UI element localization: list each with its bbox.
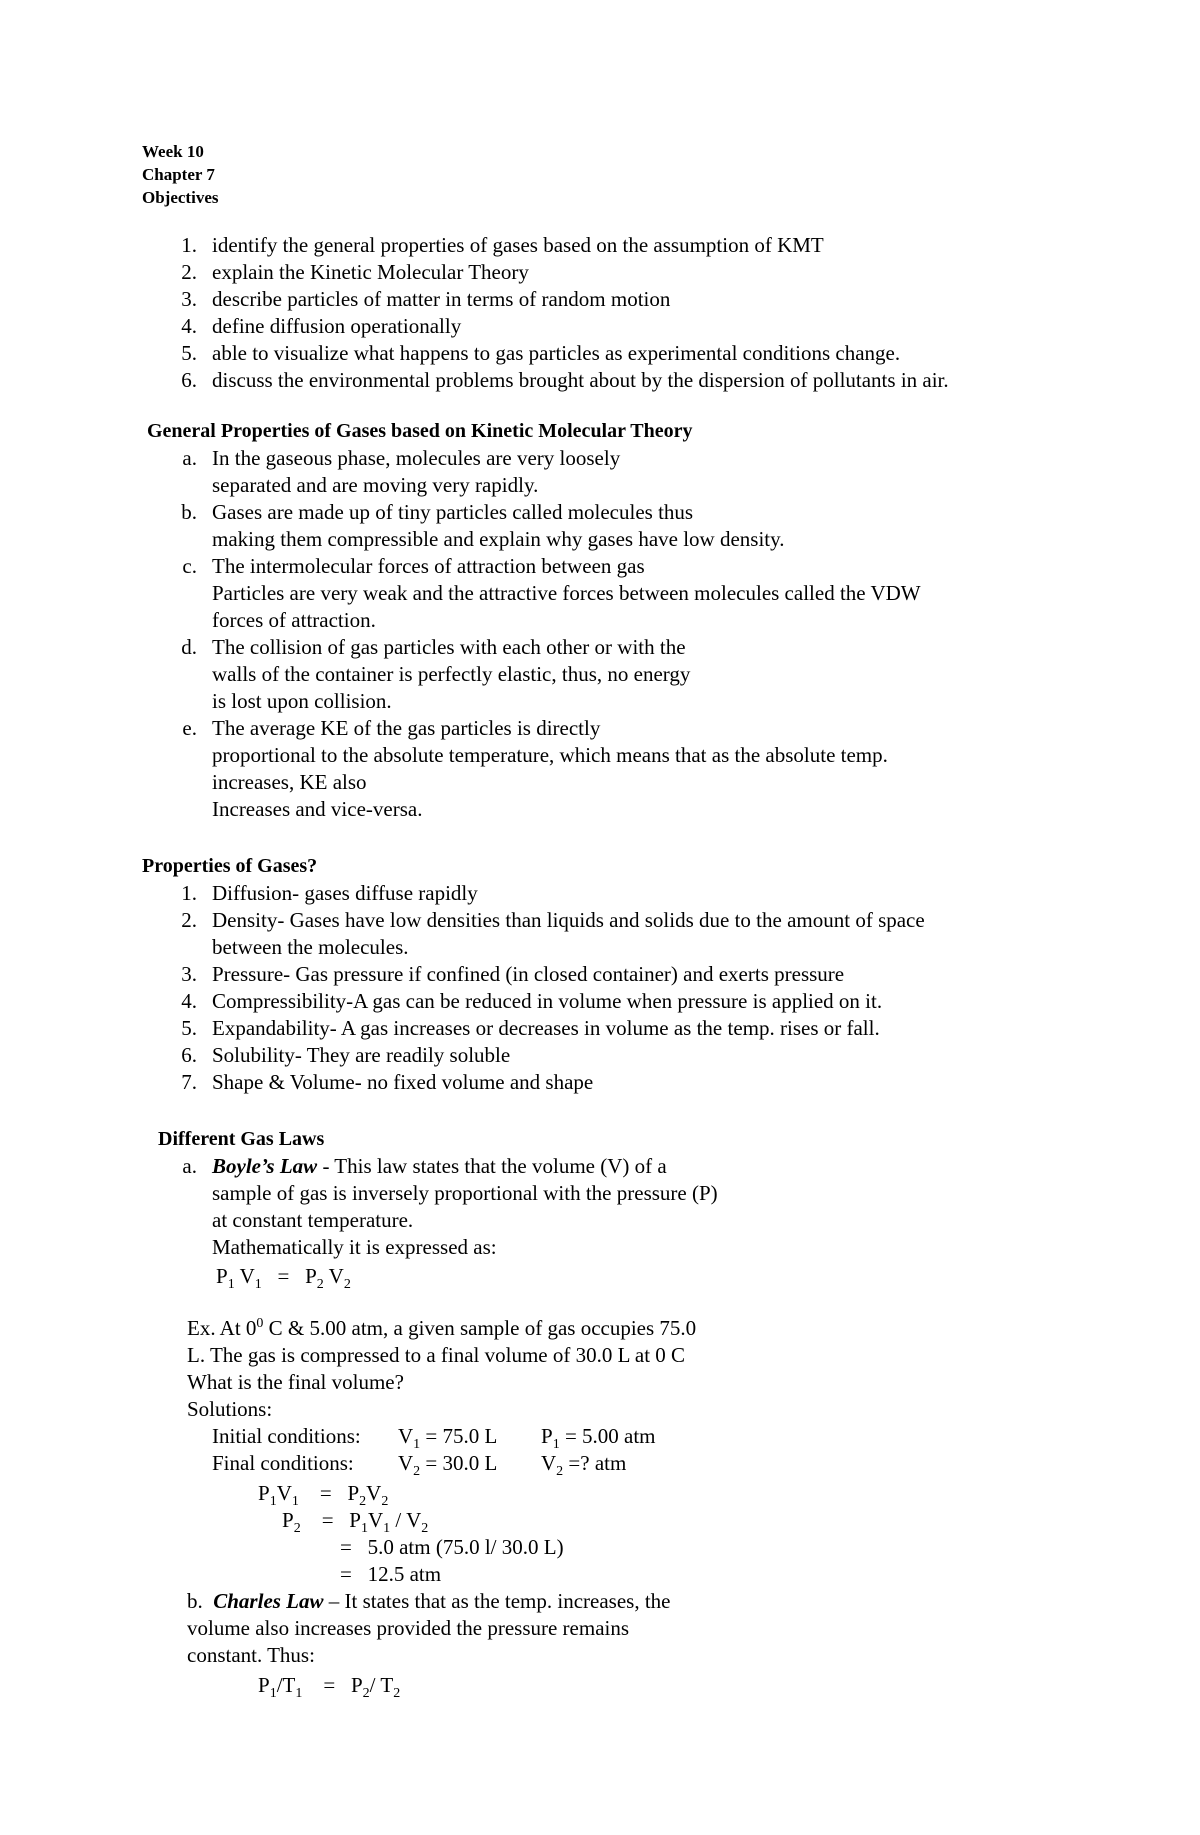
week-label: Week 10 [142, 142, 204, 161]
item-line: is lost upon collision. [212, 689, 392, 713]
item-number: 5. [181, 1016, 197, 1040]
example-line: What is the final volume? [187, 1370, 404, 1394]
example-line: L. The gas is compressed to a final volume of 30.0 L at 0 C [187, 1343, 686, 1367]
boyle-first-line [212, 1153, 667, 1180]
solution-step-3: = 5.0 atm (75.0 l/ 30.0 L) [340, 1535, 564, 1559]
item-number: 6. [181, 368, 197, 392]
item-line: at constant temperature. [212, 1208, 414, 1232]
item-line: Gases are made up of tiny particles called molecules thus [212, 500, 694, 524]
item-line: The intermolecular forces of attraction between gas [212, 554, 645, 578]
law-name: Boyle’s Law [212, 1154, 318, 1178]
item-text: describe particles of matter in terms of random motion [212, 287, 671, 311]
item-line: constant. Thus: [187, 1643, 315, 1667]
item-line: Pressure- Gas pressure if confined (in closed container) and exerts pressure [212, 962, 845, 986]
item-line: separated and are moving very rapidly. [212, 473, 539, 497]
final-pressure: $V_2$ =? atm [541, 1451, 627, 1480]
item-number: 4. [181, 314, 197, 338]
law-name: Charles Law [213, 1589, 324, 1613]
solutions-label: Solutions: [187, 1397, 273, 1421]
section-title-properties: Properties of Gases? [142, 855, 318, 877]
item-line: Density- Gases have low densities than liquids and solids due to the amount of space [212, 908, 925, 932]
item-line: The collision of gas particles with each other or with the [212, 635, 686, 659]
boyle-formula: $P_1$ $V_1$ = $P_2$ $V_2$ [216, 1264, 351, 1293]
item-number: 5. [181, 341, 197, 365]
example-line: Ex. At $0^0$ C & 5.00 atm, a given sample of gas occupies 75.0 [187, 1316, 697, 1340]
initial-volume: $V_1 = 75.0$ L [398, 1424, 498, 1453]
item-number: 4. [181, 989, 197, 1013]
item-line: between the molecules. [212, 935, 409, 959]
item-marker: a. [182, 446, 197, 470]
item-marker: d. [181, 635, 197, 659]
item-line: Shape & Volume- no fixed volume and shape [212, 1070, 594, 1094]
solution-step-4: = 12.5 atm [340, 1562, 442, 1586]
law-description: - This law states that the volume (V) of a [317, 1154, 667, 1178]
section-title-gas-laws: Different Gas Laws [158, 1128, 325, 1150]
charles-first-line [187, 1588, 671, 1615]
item-marker: b. [181, 500, 197, 524]
item-line: Diffusion- gases diffuse rapidly [212, 881, 478, 905]
item-line: The average KE of the gas particles is directly [212, 716, 601, 740]
item-line: Expandability- A gas increases or decreases in volume as the temp. rises or fall. [212, 1016, 880, 1040]
item-marker: b. [187, 1589, 203, 1613]
law-description: – It states that as the temp. increases, the [323, 1589, 671, 1613]
section-title-general-properties: General Properties of Gases based on Kinetic Molecular Theory [147, 420, 693, 442]
item-line: making them compressible and explain why gases have low density. [212, 527, 785, 551]
solution-step-2: $P_2$ = $P_1V_1 / V_2$ [282, 1508, 429, 1537]
item-number: 2. [181, 260, 197, 284]
final-conditions-label: Final conditions: [212, 1451, 354, 1475]
item-text: define diffusion operationally [212, 314, 462, 338]
item-line: Compressibility-A gas can be reduced in volume when pressure is applied on it. [212, 989, 883, 1013]
item-line: Particles are very weak and the attractive forces between molecules called the VDW [212, 581, 921, 605]
item-line: sample of gas is inversely proportional with the pressure (P) [212, 1181, 718, 1205]
objectives-label: Objectives [142, 188, 219, 207]
item-marker: e. [182, 716, 197, 740]
item-text: identify the general properties of gases based on the assumption of KMT [212, 233, 824, 257]
item-line: Increases and vice-versa. [212, 797, 423, 821]
item-number: 1. [181, 881, 197, 905]
item-marker: c. [182, 554, 197, 578]
initial-pressure: $P_1 = 5.00$ atm [541, 1424, 656, 1453]
initial-conditions-label: Initial conditions: [212, 1424, 361, 1448]
item-text: explain the Kinetic Molecular Theory [212, 260, 529, 284]
item-line: proportional to the absolute temperature, which means that as the absolute temp. [212, 743, 888, 767]
final-volume: $V_2 = 30.0$ L [398, 1451, 498, 1480]
item-line: Mathematically it is expressed as: [212, 1235, 497, 1259]
item-text: discuss the environmental problems brought about by the dispersion of pollutants in air. [212, 368, 949, 392]
item-number: 3. [181, 962, 197, 986]
item-line: Solubility- They are readily soluble [212, 1043, 511, 1067]
item-line: volume also increases provided the pressure remains [187, 1616, 630, 1640]
item-number: 1. [181, 233, 197, 257]
chapter-label: Chapter 7 [142, 165, 215, 184]
item-number: 3. [181, 287, 197, 311]
charles-formula: $P_1/T_1$ = $P_2/$ $T_2$ [258, 1673, 401, 1702]
item-text: able to visualize what happens to gas particles as experimental conditions change. [212, 341, 901, 365]
item-marker: a. [182, 1154, 197, 1178]
item-number: 2. [181, 908, 197, 932]
item-line: forces of attraction. [212, 608, 376, 632]
item-number: 7. [181, 1070, 197, 1094]
item-line: increases, KE also [212, 770, 367, 794]
item-line: walls of the container is perfectly elastic, thus, no energy [212, 662, 691, 686]
item-line: In the gaseous phase, molecules are very loosely [212, 446, 621, 470]
item-number: 6. [181, 1043, 197, 1067]
solution-step-1: $P_1V_1$ = $P_2V_2$ [258, 1481, 389, 1510]
